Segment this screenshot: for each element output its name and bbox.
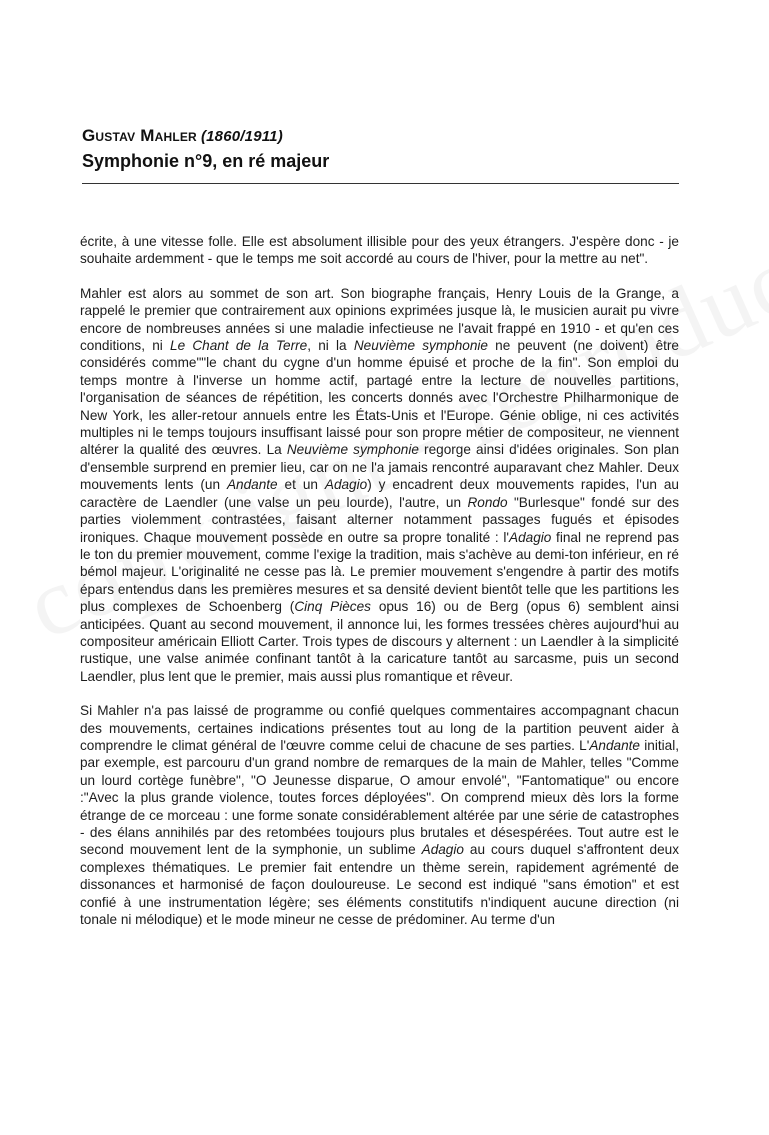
text-run: regorge ainsi d'idées originales. Son plan d'ensemble surprend en premier lieu, car on ne l'a jamais rencontré auparavant chez Mahler. Deux mouvements lents (un — [80, 442, 680, 493]
composer-dates: (1860/1911) — [200, 128, 283, 145]
text-run: final ne reprend pas le ton du premier mouvement, comme l'exige la tradition, mais s'achève au demi-ton inférieur, en ré bémol majeur. L'originalité ne cesse pas là. Le premier mouvement s'engendre à partir des motifs épars entendus dans les premières mesures et sa densité devient bientôt telle que les partitions les plus complexes de Schoenberg ( — [80, 529, 679, 615]
text-run: initial, par exemple, est parcouru d'un grand nombre de remarques de la main de Mahler, telles "Comme un lourd cortège funèbre", "O Jeunesse disparue, O amour envolé", "Fantomatique" ou encore :"Avec la plus grande violence, toutes forces déployées". On comprend mieux dès lors la forme étrange de ce morceau : une forme sonate considérablement altérée par une série de catastrophes - des élans annihilés par des retombées toujours plus brutales et désespérées. Tout autre est le second mouvement lent de la symphonie, un sublime — [80, 737, 679, 858]
text-run: "Burlesque" fondé sur des parties violemment contrastées, faisant alterner notamment passages fugués et épisodes ironiques. Chaque mouvement possède en outre sa propre tonalité : l' — [80, 494, 679, 545]
text-run: Mahler est alors au sommet de son art. Son biographe français, Henry Louis de la Grange, a rappelé le premier que contrairement aux opinions exprimées jusque là, le musicien aurait pu vivre encore de nombreuses années si une maladie infectieuse ne l'avait frappé en 1910 - et qu'en ces conditions, ni — [80, 285, 679, 354]
italic-title-run: Neuvième symphonie — [353, 338, 488, 354]
composer-heading — [82, 124, 679, 149]
text-run: opus 16) ou de Berg (opus 6) semblent ainsi anticipées. Quant au second mouvement, il annonce lui, les formes tressées chères aujourd'hui au compositeur américain Elliott Carter. Trois types de discours y alternent : un Laendler à la simplicité rustique, une valse animée confinant tantôt à la caricature tantôt au sarcasme, puis un second Laendler, plus lent que le premier, mais aussi plus romantique et rêveur. — [80, 599, 679, 684]
italic-title-run: Rondo — [467, 494, 508, 510]
work-title: Symphonie n°9, en ré majeur — [82, 151, 330, 171]
italic-title-run: Le Chant de la Terre — [170, 338, 308, 354]
text-run: et un — [277, 477, 325, 493]
text-run: ) y encadrent deux mouvements rapides, l'un au caractère de Laendler (une valse un peu lourde), l'autre, un — [80, 477, 679, 510]
body-text — [80, 233, 679, 945]
body-paragraph — [80, 285, 679, 685]
text-run: Si Mahler n'a pas laissé de programme ou confié quelques commentaires accompagnant chacun des mouvements, certaines indications présentes tout au long de la partition peuvent aider à comprendre le climat général de l'œuvre comme celui de chacune de ses parties. L' — [80, 703, 679, 753]
italic-title-run: Andante — [589, 737, 640, 753]
italic-title-run: Adagio — [324, 477, 368, 493]
text-run: écrite, à une vitesse folle. Elle est absolument illisible pour des yeux étrangers. J'espère donc - je souhaite ardemment - que le temps me soit accordé au cours de l'hiver, pour la mettre au net". — [80, 234, 679, 267]
scan-smudge — [340, 1050, 400, 1080]
italic-title-run: Cinq Pièces — [294, 599, 371, 615]
italic-title-run: Adagio — [421, 842, 464, 858]
header-divider — [82, 183, 679, 184]
body-paragraph — [80, 233, 679, 268]
body-paragraph — [80, 702, 679, 928]
italic-title-run: Adagio — [509, 529, 552, 545]
text-run: , ni la — [307, 338, 354, 354]
text-run: ne peuvent (ne doivent) être considérés comme""le chant du cygne d'un homme épuisé et proche de la fin". Son emploi du temps montre à l'inverse un homme actif, partagé entre la lecture de nouvelles partitions, l'organisation de séances de répétition, les concerts donnés avec l'Orchestre Philharmonique de New York, les aller-retour annuels entre les États-Unis et l'Europe. Génie oblige, ni ces activités multiples ni le temps toujours insuffisant laissé pour son propre métier de compositeur, ne viennent altérer la qualité des œuvres. La — [80, 338, 679, 458]
page-header — [82, 124, 679, 173]
italic-title-run: Neuvième symphonie — [286, 442, 419, 458]
italic-title-run: Andante — [226, 477, 278, 493]
text-run: au cours duquel s'affrontent deux complexes thématiques. Le premier fait entendre un thème serein, rapidement agrémenté de dissonances et harmonisé de façon douloureuse. Le second est indiqué "sans émotion" et est confié à une instrumentation légère; ses éléments constitutifs n'indiquent aucune direction (ni tonale ni mélodique) et le mode mineur ne cesse de prédominer. Au terme d'un — [80, 842, 679, 928]
composer-name: Gustav Mahler — [82, 126, 197, 145]
